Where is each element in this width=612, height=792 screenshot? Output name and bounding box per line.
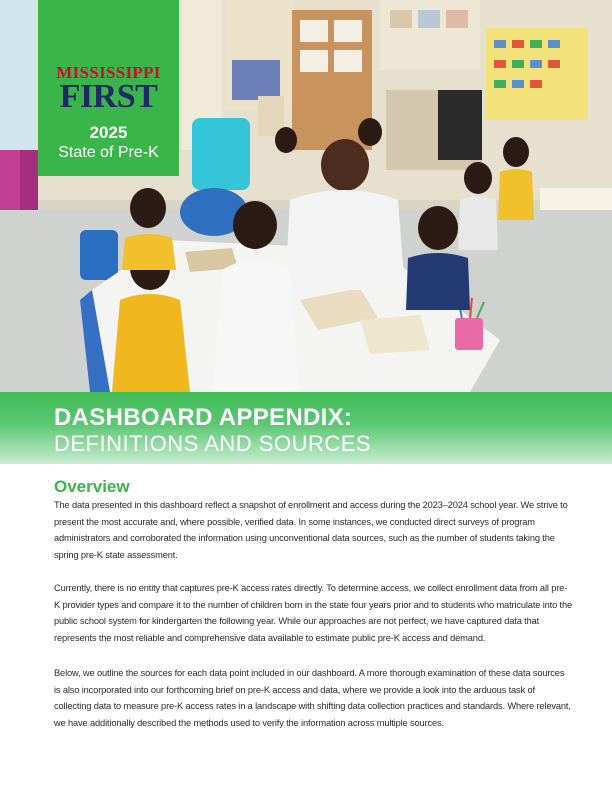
heading-line-1: DASHBOARD APPENDIX:: [54, 404, 353, 431]
section-heading-band: [0, 392, 612, 464]
report-title-box: [38, 0, 179, 176]
brand-logo-top: MISSISSIPPI: [56, 63, 161, 82]
report-year: 2025: [89, 123, 128, 142]
overview-title: Overview: [54, 477, 130, 496]
report-subtitle: State of Pre-K: [58, 144, 159, 161]
overview-paragraph-1: The data presented in this dashboard reflect a snapshot of enrollment and access during the 2023–2024 school year. We strive to present the most accurate and, where possible, verified data. In some instances, we conducted direct surveys of program administrators and corroborated the information using unconventional data sources, such as the number of students taking the spring pre-K state assessment.: [54, 500, 568, 560]
brand-logo-bottom: FIRST: [59, 78, 158, 115]
heading-line-2: DEFINITIONS AND SOURCES: [54, 431, 372, 456]
overview-paragraph-3: Below, we outline the sources for each data point included in our dashboard. A more thorough examination of these data sources is also incorporated into our forthcoming brief on pre-K access and data, where we provide a look into the arduous task of collecting data to measure pre-K access rates in a landscape with shifting data collection practices and standards. Where relevant, we have additionally described the methods used to verify the information across multiple sources.: [54, 668, 571, 728]
hero-photo: [0, 0, 612, 392]
overview-paragraph-2: Currently, there is no entity that captures pre-K access rates directly. To determine access, we collect enrollment data from all pre-K provider types and compare it to the number of children born in the state four years prior and to students who matriculate into the public school system for kindergarten the following year. While our approaches are not perfect, we have captured data that represents the most reliable and comprehensive data available to estimate public pre-K access and demand.: [54, 583, 573, 643]
